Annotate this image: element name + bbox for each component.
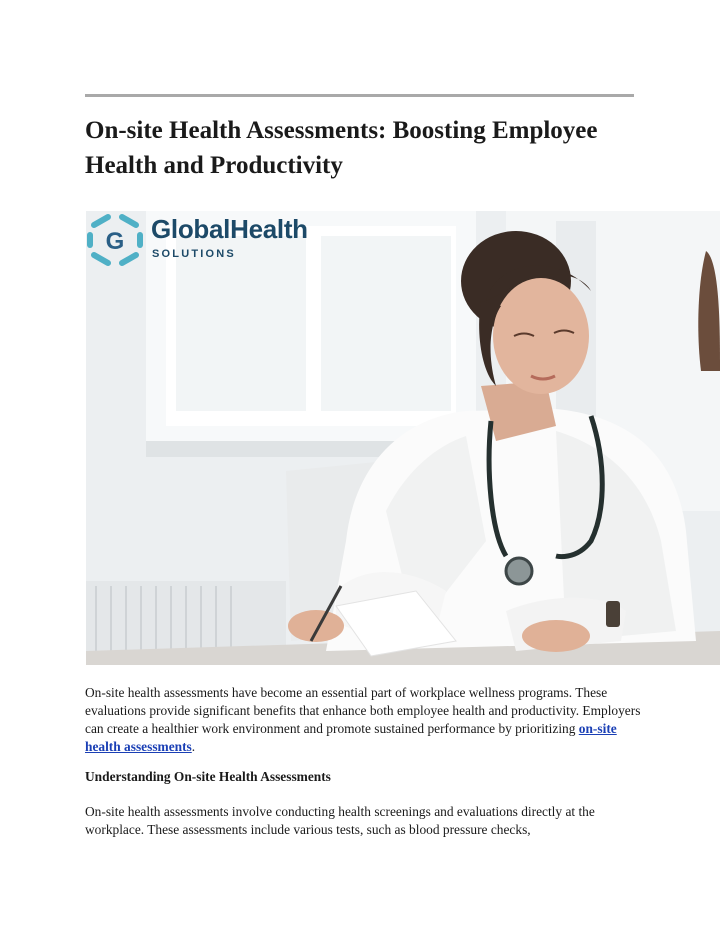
intro-text-end: . (191, 739, 196, 754)
doctor-photo (86, 211, 720, 665)
on-site-health-assessments-link[interactable]: on-site health assessments (85, 721, 617, 754)
intro-text: On-site health assessments have become an essential part of workplace wellness programs. These evaluations provide significant benefits that enhance both employee health and productivity. Employers can create a healthier work environment and promote sustained performance by prioritizing (85, 685, 641, 736)
page-title: On-site Health Assessments: Boosting Employee Health and Productivity (85, 117, 598, 179)
intro-paragraph (85, 684, 645, 756)
logo-subtitle: SOLUTIONS (152, 248, 236, 260)
logo-name: GlobalHealth (151, 214, 308, 244)
brand-logo (86, 211, 356, 271)
svg-text:G: G (105, 228, 125, 255)
section-heading: Understanding On-site Health Assessments (85, 769, 331, 784)
globe-g-icon (86, 211, 144, 269)
section-paragraph: On-site health assessments involve conducting health screenings and evaluations directly at the workplace. These assessments include various tests, such as blood pressure checks, (85, 804, 595, 837)
hero-image (86, 211, 720, 665)
horizontal-rule (85, 94, 634, 97)
